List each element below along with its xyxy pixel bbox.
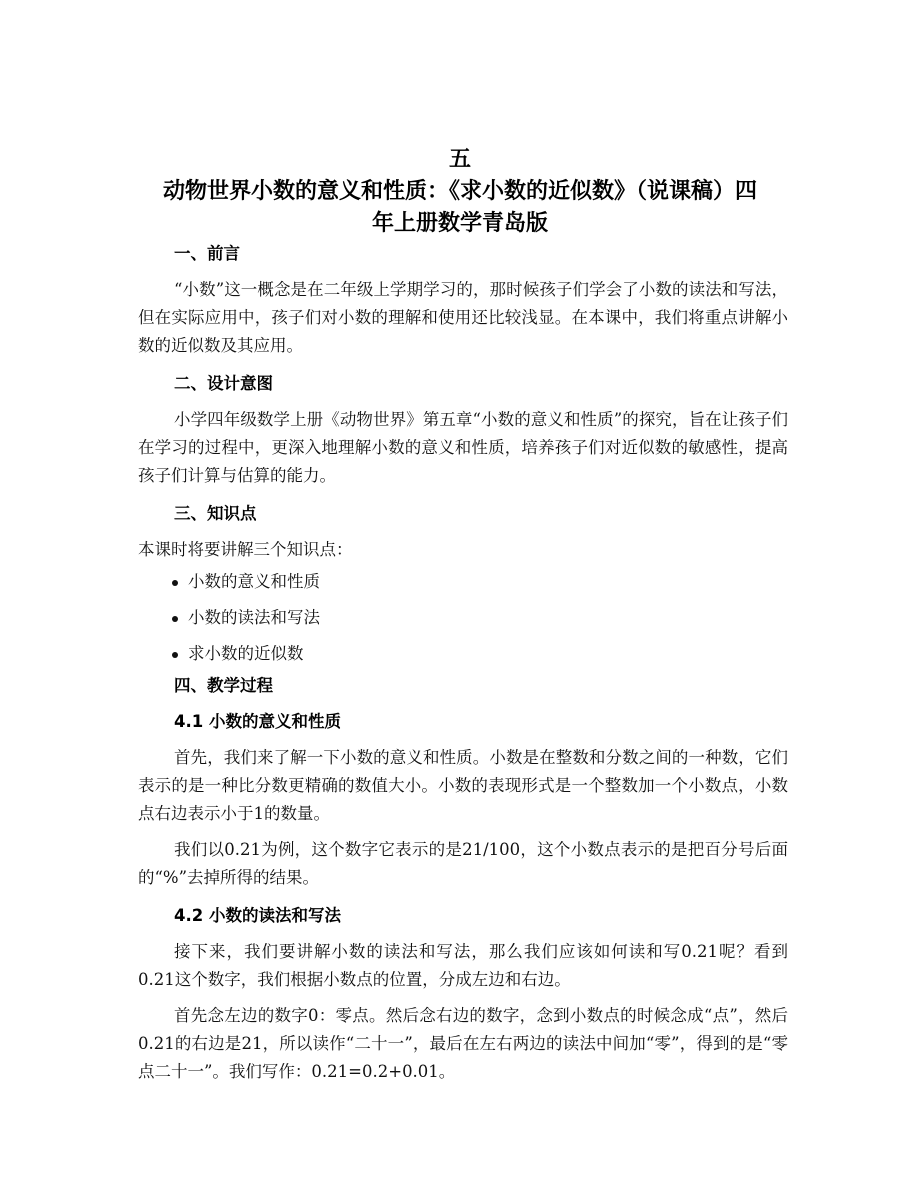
- paragraph-reading-2: 首先念左边的数字0：零点。然后念右边的数字，念到小数点的时候念成“点”，然后0.21的右边是21，所以读作“二十一”，最后在左右两边的读法中间加“零”，得到的是“零点二十一”。我们写作：0.21=0.2+0.01。: [138, 1006, 788, 1081]
- list-item: [138, 600, 788, 636]
- list-item: [138, 564, 788, 600]
- section-heading-knowledge-points: 三、知识点: [174, 504, 257, 523]
- list-item-label: 小数的意义和性质: [188, 572, 320, 591]
- bullet-icon: [172, 616, 178, 622]
- document-title: [130, 144, 790, 240]
- paragraph-design-intent: 小学四年级数学上册《动物世界》第五章“小数的意义和性质”的探究，旨在让孩子们在学习的过程中，更深入地理解小数的意义和性质，培养孩子们对近似数的敏感性，提高孩子们计算与估算的能力。: [138, 410, 788, 485]
- title-line: 年上册数学青岛版: [371, 211, 548, 236]
- bullet-icon: [172, 652, 178, 658]
- paragraph-reading-1: 接下来，我们要讲解小数的读法和写法，那么我们应该如何读和写0.21呢？看到0.21这个数字，我们根据小数点的位置，分成左边和右边。: [138, 942, 788, 989]
- document-body: [138, 240, 788, 1086]
- bullet-icon: [172, 580, 178, 586]
- section-heading-teaching-process: 四、教学过程: [174, 676, 273, 695]
- paragraph-preface: “小数”这一概念是在二年级上学期学习的，那时候孩子们学会了小数的读法和写法，但在实际应用中，孩子们对小数的理解和使用还比较浅显。在本课中，我们将重点讲解小数的近似数及其应用。: [138, 280, 788, 355]
- paragraph-knowledge-intro: 本课时将要讲解三个知识点：: [138, 540, 353, 559]
- list-item: [138, 636, 788, 672]
- paragraph-meaning-1: 首先，我们来了解一下小数的意义和性质。小数是在整数和分数之间的一种数，它们表示的是一种比分数更精确的数值大小。小数的表现形式是一个整数加一个小数点，小数点右边表示小于1的数量。: [138, 748, 788, 823]
- paragraph-meaning-2: 我们以0.21为例，这个数字它表示的是21/100，这个小数点表示的是把百分号后面的“%”去掉所得的结果。: [138, 840, 788, 887]
- knowledge-point-list: [138, 564, 788, 672]
- list-item-label: 小数的读法和写法: [188, 608, 320, 627]
- title-line: 动物世界小数的意义和性质：《求小数的近似数》（说课稿）四: [162, 179, 757, 204]
- title-line: 五: [448, 147, 471, 172]
- list-item-label: 求小数的近似数: [188, 644, 304, 663]
- subsection-heading-reading-writing: 4.2 小数的读法和写法: [174, 906, 341, 925]
- subsection-heading-meaning: 4.1 小数的意义和性质: [174, 712, 341, 731]
- section-heading-preface: 一、前言: [174, 244, 240, 263]
- section-heading-design-intent: 二、设计意图: [174, 374, 273, 393]
